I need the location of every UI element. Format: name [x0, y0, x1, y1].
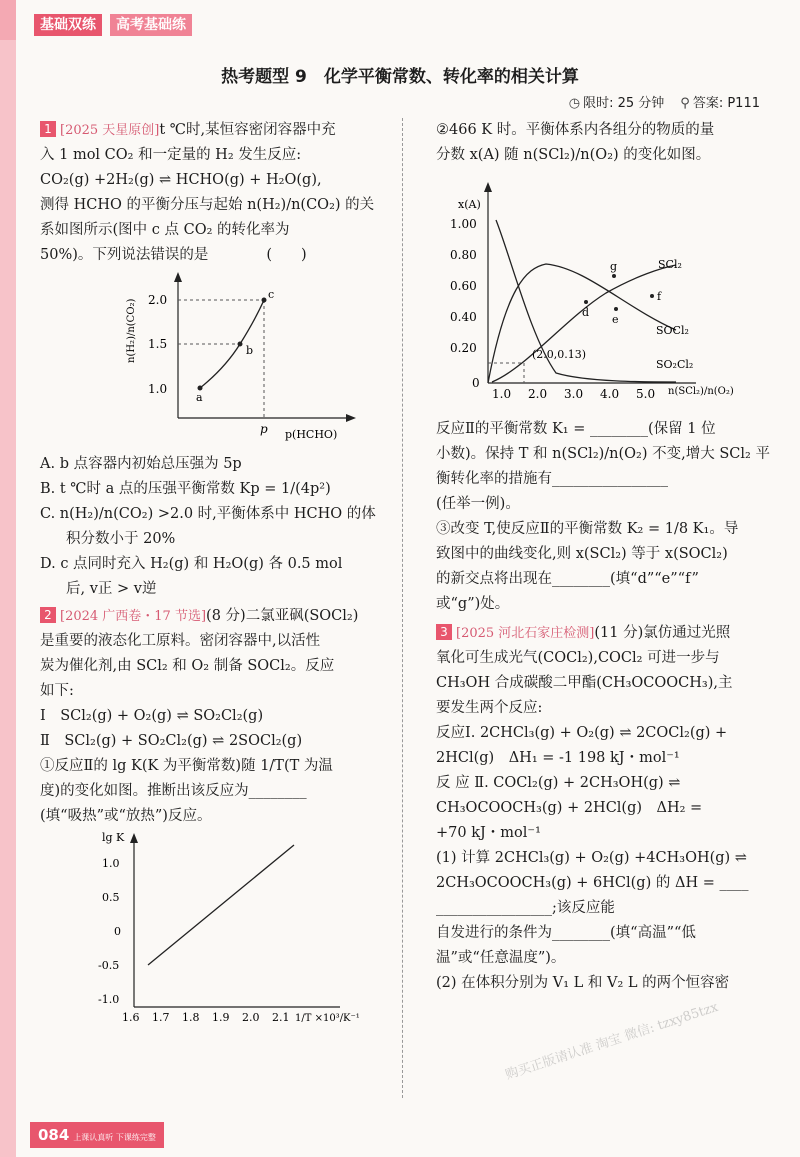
q3-sub1: 温”或“任意温度”)。: [436, 950, 566, 966]
q2-part3-line: 或“g”)处。: [436, 596, 510, 612]
fc-xtick: 1.0: [492, 387, 512, 401]
answer-ref: [680, 92, 760, 111]
fc-label-e: e: [612, 313, 619, 326]
fc-label-socl2: SOCl₂: [656, 324, 689, 337]
q2-part2-line: 分数 x(A) 随 n(SCl₂)/n(O₂) 的变化如图。: [436, 147, 711, 163]
fc-xtick: 4.0: [600, 387, 620, 401]
fc-point-e: [614, 307, 618, 311]
question-number: 2: [40, 607, 56, 623]
q2-part2-blank-line: 衡转化率的措施有________________: [436, 471, 668, 487]
watermark: 购买正版请认准 淘宝 微信: tzxy85tzx: [503, 999, 720, 1083]
q1-line: 测得 HCHO 的平衡分压与起始 n(H₂)/n(CO₂) 的关: [40, 197, 375, 213]
q2-line: 如下:: [40, 683, 74, 699]
q1-option-d-cont: 后, v正 > v逆: [66, 581, 157, 597]
fc-ytick: 1.00: [450, 217, 477, 231]
fc-annotation: (2.0,0.13): [532, 348, 587, 361]
meta-row: [569, 92, 760, 111]
q1-option-b: B. t ℃时 a 点的压强平衡常数 Kp = 1/(4p²): [40, 481, 331, 497]
fc-ytick: 0.80: [450, 248, 477, 262]
fc-point-f: [650, 294, 654, 298]
question-1: [40, 118, 392, 602]
q2-part3-line: ③改变 T,使反应Ⅱ的平衡常数 K₂ = 1/8 K₁。导: [436, 521, 739, 537]
q2-y-arrow: [130, 833, 138, 843]
q2-ytick: 0: [114, 925, 121, 938]
answer-ref-text: 答案: P111: [692, 96, 760, 111]
q2-chart: [40, 829, 392, 1024]
q2-line: 是重要的液态化工原料。密闭容器中,以活性: [40, 633, 321, 649]
question-number: 1: [40, 121, 56, 137]
q2-xtick: 2.1: [272, 1011, 290, 1024]
fc-curve-scl2: [492, 265, 676, 382]
header-tag-basic: 基础双练: [34, 14, 102, 36]
q1-ytick: 2.0: [148, 293, 168, 307]
q2-part2-line: ②466 K 时。平衡体系内各组分的物质的量: [436, 122, 715, 138]
page-title: 热考题型 9 化学平衡常数、转化率的相关计算: [221, 67, 579, 87]
q1-point-c: [262, 298, 267, 303]
q2-part3-blank-line: 的新交点将出现在________(填“d”“e”“f”: [436, 571, 699, 587]
q2-xtick: 2.0: [242, 1011, 260, 1024]
time-limit-text: 限时: 25 分钟: [583, 96, 665, 111]
fc-label-d: d: [582, 306, 590, 319]
q2-xtick: 1.8: [182, 1011, 200, 1024]
q1-point-b: [238, 342, 243, 347]
question-2: [40, 604, 392, 1033]
fc-ytick: 0.20: [450, 341, 477, 355]
fc-xtick: 3.0: [564, 387, 584, 401]
q2-line: 炭为催化剂,由 SCl₂ 和 O₂ 制备 SOCl₂。反应: [40, 658, 335, 674]
q3-line: CH₃OH 合成碳酸二甲酯(CH₃OCOOCH₃),主: [436, 675, 733, 691]
q2-ytick: -1.0: [98, 993, 120, 1006]
fc-ytick: 0.60: [450, 279, 477, 293]
q2-line: 度)的变化如图。推断出该反应为________: [40, 783, 307, 799]
q1-ylabel: n(H₂)/n(CO₂): [126, 298, 137, 363]
q2-ylabel: lg K: [102, 831, 125, 844]
fc-xlabel: n(SCl₂)/n(O₂): [668, 386, 734, 397]
fc-point-d: [584, 300, 588, 304]
q2-ytick: 1.0: [102, 857, 120, 870]
q1-label-b: b: [246, 344, 254, 357]
q1-label-a: a: [196, 391, 203, 404]
q2-reaction-2: Ⅱ SCl₂(g) + SO₂Cl₂(g) ⇌ 2SOCl₂(g): [40, 733, 303, 749]
q3-sub1: (1) 计算 2CHCl₃(g) + O₂(g) +4CH₃OH(g) ⇌: [436, 850, 747, 866]
q2-xtick: 1.7: [152, 1011, 170, 1024]
q3-line: (11 分)氯仿通过光照: [594, 625, 731, 641]
q2-xtick: 1.6: [122, 1011, 140, 1024]
q3-reaction-1: 反应Ⅰ. 2CHCl₃(g) + O₂(g) ⇌ 2COCl₂(g) +: [436, 725, 728, 741]
q2-part2-line: (任举一例)。: [436, 496, 520, 512]
q1-xtick: p: [260, 422, 268, 436]
fc-origin: 0: [472, 376, 480, 390]
q1-chart: [40, 268, 392, 443]
fc-label-so2cl2: SO₂Cl₂: [656, 358, 694, 371]
time-limit: [569, 92, 665, 111]
q2-line: ①反应Ⅱ的 lg K(K 为平衡常数)随 1/T(T 为温: [40, 758, 333, 774]
q1-line: CO₂(g) +2H₂(g) ⇌ HCHO(g) + H₂O(g),: [40, 172, 322, 188]
q2-part2-line: 小数)。保持 T 和 n(SCl₂)/n(O₂) 不变,增大 SCl₂ 平: [436, 446, 770, 462]
clock-icon: ◷: [568, 96, 581, 111]
q1-option-a: A. b 点容器内初始总压强为 5p: [40, 456, 242, 472]
q2-xtick: 1.9: [212, 1011, 230, 1024]
left-column: [40, 118, 392, 1035]
fc-label-f: f: [657, 290, 662, 303]
q3-sub1: ________________;该反应能: [436, 900, 615, 916]
fc-ytick: 0.40: [450, 310, 477, 324]
fc-y-arrow: [484, 182, 492, 192]
footer-note: 上课认真听 下课练完整: [73, 1133, 156, 1142]
q2-line: (填“吸热”或“放热”)反应。: [40, 808, 212, 824]
q2-fraction-chart: [436, 168, 768, 408]
q3-reaction-2: 反 应 Ⅱ. COCl₂(g) + 2CH₃OH(g) ⇌: [436, 775, 681, 791]
q2-ytick: -0.5: [98, 959, 120, 972]
q1-option-c: C. n(H₂)/n(CO₂) >2.0 时,平衡体系中 HCHO 的体: [40, 506, 376, 522]
question-source: [2025 河北石家庄检测]: [456, 626, 595, 641]
q2-ytick: 0.5: [102, 891, 120, 904]
q1-line: 50%)。下列说法错误的是 ( ): [40, 247, 307, 263]
fc-curve-socl2: [488, 264, 676, 383]
fc-point-g: [612, 274, 616, 278]
fc-xtick: 5.0: [636, 387, 656, 401]
question-3: [436, 621, 768, 996]
fc-xtick: 2.0: [528, 387, 548, 401]
question-source: [2024 广西卷・17 节选]: [60, 609, 207, 624]
q1-option-d: D. c 点同时充入 H₂(g) 和 H₂O(g) 各 0.5 mol: [40, 556, 343, 572]
column-divider: [402, 118, 403, 1098]
q2-part2-blank-line: 反应Ⅱ的平衡常数 K₁ = ________(保留 1 位: [436, 421, 716, 437]
q1-option-c-cont: 积分数小于 20%: [66, 531, 176, 547]
key-icon: ⚲: [680, 96, 690, 111]
q3-line: 氧化可生成光气(COCl₂),COCl₂ 可进一步与: [436, 650, 720, 666]
question-number: 3: [436, 624, 452, 640]
q1-label-c: c: [268, 288, 275, 301]
fc-ylabel: x(A): [458, 198, 481, 211]
q2-xlabel: 1/T ×10³/K⁻¹: [295, 1013, 360, 1024]
question-source: [2025 天星原创]: [60, 123, 160, 138]
q1-ytick: 1.0: [148, 382, 168, 396]
q2-line-series: [148, 845, 294, 965]
q1-x-arrow: [346, 414, 356, 422]
q3-reaction-2-cont: +70 kJ・mol⁻¹: [436, 825, 541, 841]
q3-sub1: 自发进行的条件为________(填“高温”“低: [436, 925, 696, 941]
q1-point-a: [198, 386, 203, 391]
q1-ytick: 1.5: [148, 337, 168, 351]
q3-line: 要发生两个反应:: [436, 700, 543, 716]
q1-xlabel: p(HCHO): [285, 428, 338, 441]
q1-line: 系如图所示(图中 c 点 CO₂ 的转化率为: [40, 222, 290, 238]
fc-label-scl2: SCl₂: [658, 258, 682, 271]
q2-part3-line: 致图中的曲线变化,则 x(SCl₂) 等于 x(SOCl₂): [436, 546, 728, 562]
q1-y-arrow: [174, 272, 182, 282]
q3-sub2: (2) 在体积分别为 V₁ L 和 V₂ L 的两个恒容密: [436, 975, 730, 991]
header-tag-gaokao: 高考基础练: [110, 14, 192, 36]
q2-line: (8 分)二氯亚砜(SOCl₂): [206, 608, 359, 624]
right-column: [436, 118, 768, 998]
q1-line: 入 1 mol CO₂ 和一定量的 H₂ 发生反应:: [40, 147, 302, 163]
fc-label-g: g: [610, 260, 618, 273]
q3-sub1: 2CH₃OCOOCH₃(g) + 6HCl(g) 的 ΔH = ____: [436, 875, 749, 891]
q2-reaction-1: Ⅰ SCl₂(g) + O₂(g) ⇌ SO₂Cl₂(g): [40, 708, 264, 724]
page-number: 084: [38, 1126, 70, 1144]
page-number-badge: [30, 1122, 164, 1148]
q3-reaction-1-cont: 2HCl(g) ΔH₁ = -1 198 kJ・mol⁻¹: [436, 750, 680, 766]
q3-reaction-2-cont: CH₃OCOOCH₃(g) + 2HCl(g) ΔH₂ =: [436, 800, 703, 816]
q1-line: t ℃时,某恒容密闭容器中充: [159, 122, 336, 138]
